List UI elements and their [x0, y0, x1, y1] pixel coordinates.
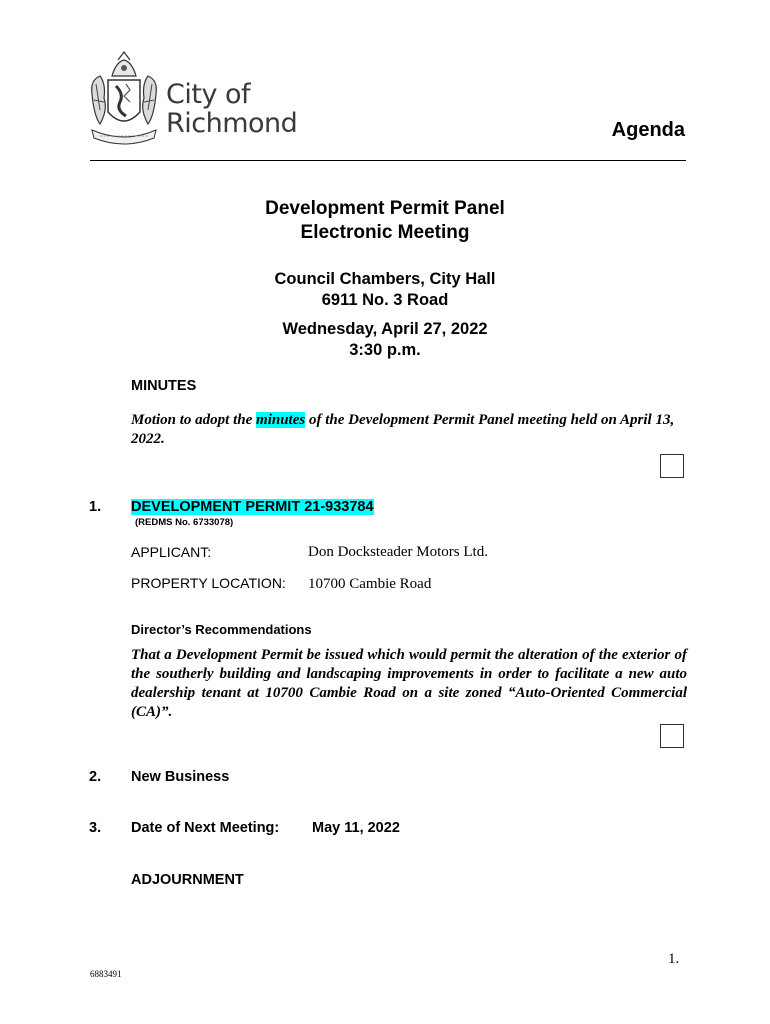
meeting-subtitle: Electronic Meeting — [300, 222, 470, 243]
document-type-heading: Agenda — [611, 119, 685, 141]
property-location-label: PROPERTY LOCATION: — [131, 575, 286, 591]
next-meeting-label: Date of Next Meeting: — [131, 820, 280, 836]
minutes-motion — [131, 411, 687, 449]
minutes-heading: MINUTES — [131, 378, 197, 394]
page-number: 1. — [668, 951, 680, 967]
city-wordmark — [166, 80, 297, 138]
item-2-number: 2. — [89, 769, 102, 785]
applicant-value: Don Docksteader Motors Ltd. — [308, 544, 488, 560]
item-2-title: New Business — [131, 769, 230, 785]
document-number: 6883491 — [90, 969, 122, 979]
next-meeting-date: May 11, 2022 — [312, 820, 400, 836]
meeting-title: Development Permit Panel — [265, 198, 505, 219]
meeting-date: Wednesday, April 27, 2022 — [282, 320, 488, 338]
motion-text-after: of the Development Permit Panel meeting held on April 13, 2022. — [131, 412, 675, 447]
property-location-value: 10700 Cambie Road — [308, 576, 432, 592]
motion-highlight: minutes — [256, 412, 306, 428]
item-1-redms: (REDMS No. 6733078) — [135, 517, 234, 528]
meeting-time: 3:30 p.m. — [349, 341, 421, 359]
meeting-location-line-1: Council Chambers, City Hall — [274, 270, 496, 288]
recommendations-heading: Director’s Recommendations — [131, 622, 312, 637]
meeting-location-line-2: 6911 No. 3 Road — [321, 291, 449, 309]
minutes-checkbox[interactable] — [660, 454, 684, 478]
adjournment-heading: ADJOURNMENT — [131, 872, 244, 888]
city-crest-logo — [86, 50, 162, 146]
item-1-checkbox[interactable] — [660, 724, 684, 748]
item-1-title — [131, 499, 374, 515]
item-3-number: 3. — [89, 820, 102, 836]
item-1-title-text: DEVELOPMENT PERMIT 21-933784 — [131, 499, 374, 515]
recommendations-text: That a Development Permit be issued which would permit the alteration of the exterior of the southerly building and landscaping improvements in order to facilitate a new auto dealership tenant at 10700 Cambie Road on a site zoned “Auto-Oriented Commercial (CA)”. — [131, 647, 687, 720]
header-divider — [90, 160, 686, 161]
item-1-number: 1. — [89, 499, 102, 515]
logo-line-2: Richmond — [166, 108, 298, 139]
motion-text-before: Motion to adopt the — [131, 412, 257, 428]
applicant-label: APPLICANT: — [131, 544, 212, 560]
logo-line-1: City of — [166, 79, 251, 110]
